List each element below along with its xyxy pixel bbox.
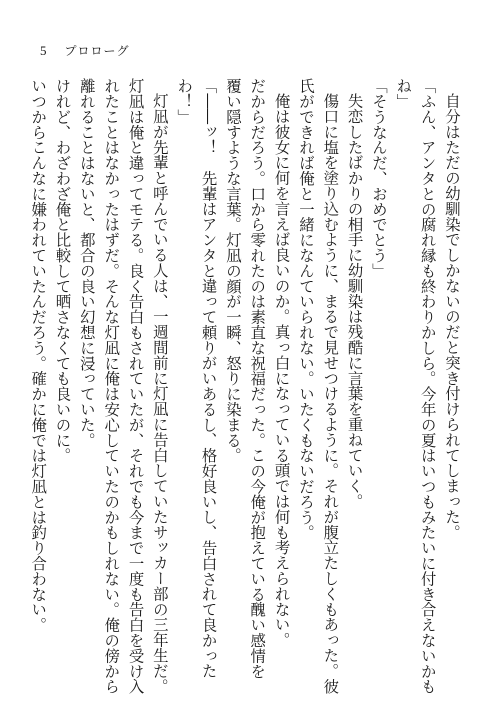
text-line: 「そうなんだ、おめでとう」: [369, 78, 388, 279]
text-line: ね」: [394, 78, 413, 109]
text-line: けれど、わざわざ俺と比較して晒さなくても良いのに。: [53, 78, 72, 463]
text-line: 灯凪は俺と違ってモテる。良く告白もされていたが、それでも今まで一度も告白を受け入: [126, 78, 145, 694]
text-line: 自分はただの幼馴染でしかないのだと突き付けられてしまった。: [443, 93, 461, 540]
text-line: 覆い隠すような言葉。灯凪の顔が一瞬、怒りに染まる。: [223, 78, 242, 463]
text-line: だからだろう。口から零れたのは素直な祝福だった。この今俺が抱えている醜い感情を: [248, 78, 267, 679]
text-line: 俺は彼女に何を言えば良いのか。真っ白になっている頭では何も考えられない。: [272, 93, 291, 648]
text-line: 離れることはないと、都合の良い幻想に浸っていた。: [77, 78, 96, 448]
text-line: 「ふん、アンタとの腐れ縁も終わりかしら。今年の夏はいつもみたいに付き合えないかも: [418, 78, 437, 694]
page-number: 5: [40, 43, 47, 58]
text-line: 失恋したばかりの相手に幼馴染は残酷に言葉を重ねていく。: [345, 93, 364, 510]
text-line: 灯凪が先輩と呼んでいる人は、一週間前に灯凪に告白していたサッカー部の三年生だ。: [150, 93, 169, 694]
text-line: わ！」: [175, 78, 194, 125]
text-line: 「――ッ！ 先輩はアンタと違って頼りがいあるし、格好良いし、告白されて良かった: [199, 78, 218, 679]
body-text: [29, 78, 464, 694]
chapter-title: プロローグ: [64, 44, 130, 58]
page-header: [40, 42, 130, 59]
text-line: いつからこんなに嫌われていたんだろう。確かに俺では灯凪とは釣り合わない。: [29, 78, 48, 633]
text-line: 氏ができれば俺と一緒になんていられない。いたくもないだろう。: [296, 78, 315, 540]
text-line: れたことはなかったはずだ。そんな灯凪に俺は安心していたのかもしれない。俺の傍から: [102, 78, 121, 694]
text-line: 傷口に塩を塗り込むように、まるで見せつけるように。それが腹立たしくもあった。彼: [321, 93, 340, 694]
